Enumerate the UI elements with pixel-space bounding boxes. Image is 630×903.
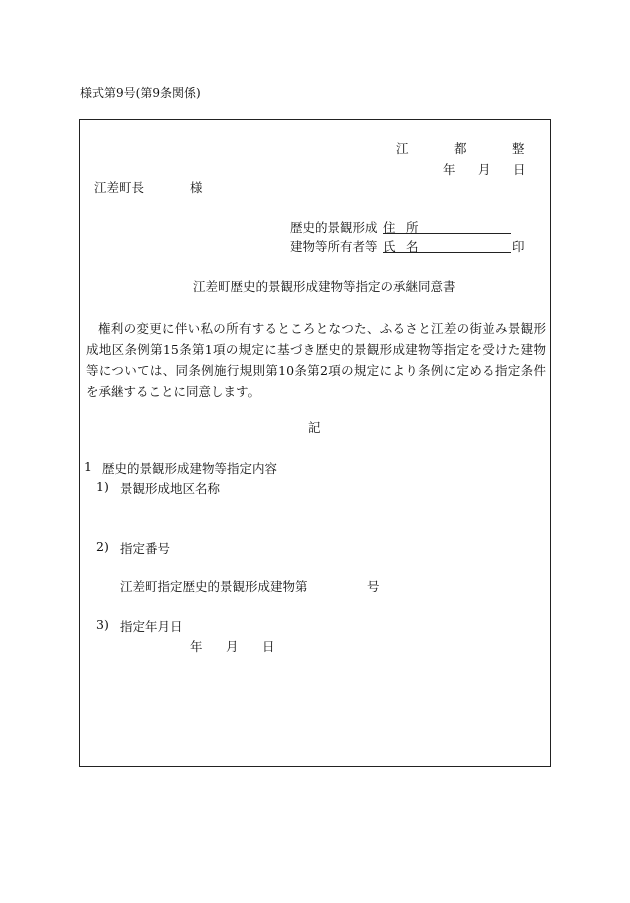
applicant-role-line2: 建物等所有者等: [290, 239, 378, 254]
date-year: 年: [443, 162, 456, 177]
seal-mark: 印: [512, 239, 525, 254]
address-label-2: 所: [406, 220, 419, 235]
document-title: 江差町歴史的景観形成建物等指定の承継同意書: [193, 279, 456, 294]
section1-title: 歴史的景観形成建物等指定内容: [102, 461, 278, 476]
name-label-1: 氏: [383, 239, 396, 254]
name-label-2: 名: [406, 239, 419, 254]
section1-number: 1: [84, 459, 92, 474]
addressee-name: 江差町長: [94, 180, 145, 195]
item2-go: 号: [367, 579, 380, 594]
body-paragraph: 権利の変更に伴い私の所有するところとなつた、ふるさと江差の街並み景観形成地区条例第15条第1項の規定に基づき歴史的景観形成建物等指定を受けた建物等については、同条例施行規則第10条第2項の規定により条例に定める指定条件を承継することに同意します。: [86, 321, 546, 399]
stamp-char-3: 整: [512, 141, 525, 156]
ki-marker: 記: [308, 420, 321, 435]
name-field[interactable]: [383, 237, 511, 253]
address-label-1: 住: [383, 220, 396, 235]
item3-number: 3): [96, 617, 109, 632]
address-field[interactable]: [383, 218, 511, 234]
form-number: 様式第9号(第9条関係): [80, 86, 201, 100]
item3-month: 月: [226, 639, 239, 654]
item3-year: 年: [190, 639, 203, 654]
item3-label: 指定年月日: [120, 619, 183, 634]
item2-number: 2): [96, 539, 109, 554]
item2-label: 指定番号: [120, 541, 171, 556]
item3-day: 日: [262, 639, 275, 654]
addressee-honorific: 様: [190, 180, 203, 195]
stamp-char-2: 都: [454, 141, 467, 156]
item2-dai: 第: [295, 579, 308, 594]
item1-label: 景観形成地区名称: [120, 481, 221, 496]
item1-number: 1): [96, 479, 109, 494]
document-frame: [79, 119, 551, 767]
stamp-char-1: 江: [396, 141, 409, 156]
date-day: 日: [513, 162, 526, 177]
item2-detail-prefix: 江差町指定歴史的景観形成建物: [120, 579, 296, 594]
date-month: 月: [478, 162, 491, 177]
applicant-role-line1: 歴史的景観形成: [290, 220, 378, 235]
